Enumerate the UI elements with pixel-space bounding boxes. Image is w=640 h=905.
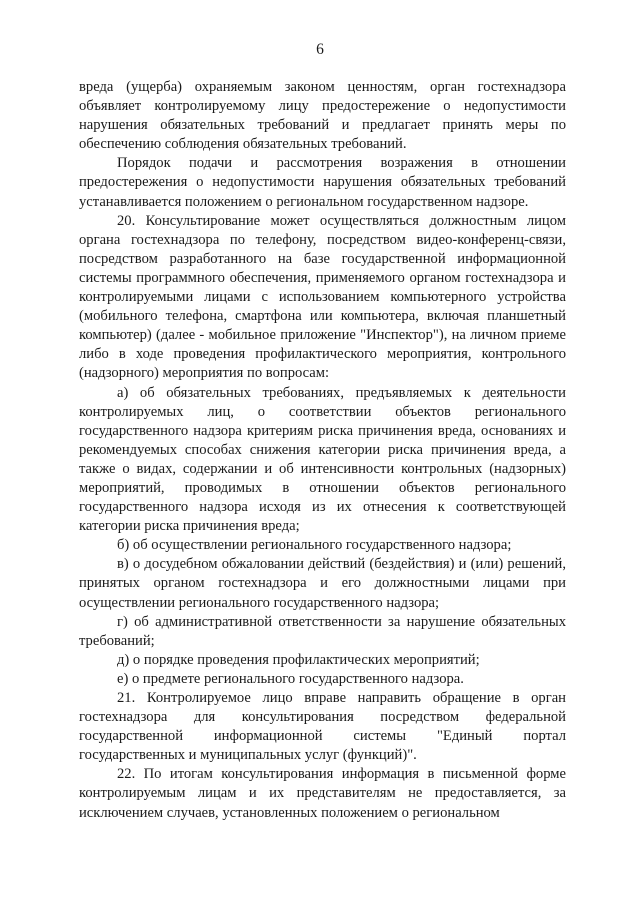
list-item-a: а) об обязательных требованиях, предъявляемых к деятельности контролируемых лиц, о соответствии объектов регионального государственного надзора критериям риска причинения вреда, основаниях и рекомендуемых способах снижения категории риска причинения вреда, а также о видах, содержании и об интенсивности контрольных (надзорных) мероприятий, проводимых в отношении объектов регионального государственного надзора исходя из их отнесения к соответствующей категории риска причинения вреда; [79, 384, 566, 535]
paragraph-22-written-info: 22. По итогам консультирования информация в письменной форме контролируемым лицам и их представителям не предоставляется, за исключением случаев, установленных положением о региональном [79, 766, 566, 821]
list-item-d: д) о порядке проведения профилактических мероприятий; [117, 651, 480, 668]
list-item-g: г) об административной ответственности за нарушение обязательных требований; [79, 613, 566, 649]
paragraph-20-consulting: 20. Консультирование может осуществляться должностным лицом органа гостехнадзора по телефону, посредством видео-конференц-связи, посредством разработанного на базе государственной информационной системы программного обеспечения, применяемого органом гостехнадзора и контролируемыми лицами с использованием компьютерного устройства (мобильного телефона, смартфона или компьютера, включая планшетный компьютер) (далее - мобильное приложение "Инспектор"), на личном приеме либо в ходе проведения профилактического мероприятия, контрольного (надзорного) мероприятия по вопросам: [79, 212, 566, 382]
paragraph-21-appeal: 21. Контролируемое лицо вправе направить обращение в орган гостехнадзора для консультирования посредством федеральной государственной информационной системы "Единый портал государственных и муниципальных услуг (функций)". [79, 690, 566, 764]
page-number: 6 [316, 41, 324, 58]
list-item-v: в) о досудебном обжаловании действий (бездействия) и (или) решений, принятых органом гостехнадзора и его должностными лицами при осуществлении регионального государственного надзора; [79, 556, 566, 611]
list-item-b: б) об осуществлении регионального государственного надзора; [117, 537, 512, 554]
paragraph-harm-warning-continuation: вреда (ущерба) охраняемым законом ценностям, орган гостехнадзора объявляет контролируемому лицу предостережение о недопустимости нарушения обязательных требований и предлагает принять меры по обеспечению соблюдения обязательных требований. [79, 79, 566, 153]
paragraph-objection-procedure: Порядок подачи и рассмотрения возражения в отношении предостережения о недопустимости нарушения обязательных требований устанавливается положением о региональном государственном надзоре. [79, 155, 566, 210]
list-item-e: е) о предмете регионального государственного надзора. [117, 670, 464, 687]
document-body [79, 78, 566, 823]
